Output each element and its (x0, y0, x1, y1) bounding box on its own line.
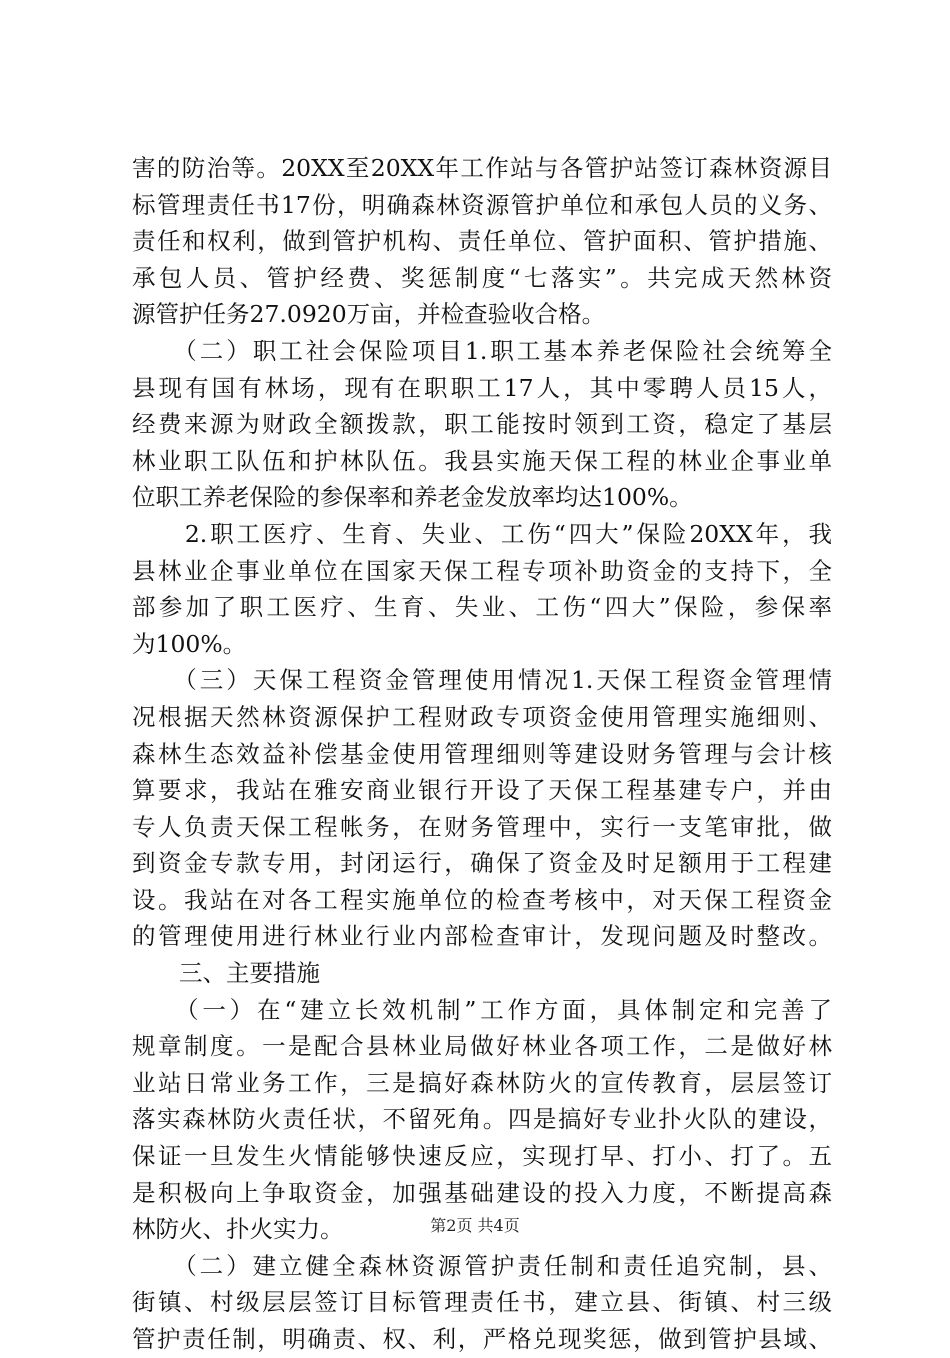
text-line: 责任和权利，做到管护机构、责任单位、管护面积、管护措施、 (132, 227, 832, 256)
text-line: 街镇、村级层层签订目标管理责任书，建立县、街镇、村三级 (132, 1288, 832, 1317)
text-line: 标管理责任书17份，明确森林资源管护单位和承包人员的义务、 (132, 190, 832, 219)
text-line: 的管理使用进行林业行业内部检查审计，发现问题及时整改。 (132, 922, 832, 951)
text-line: 专人负责天保工程帐务，在财务管理中，实行一支笔审批，做 (132, 812, 832, 841)
text-line: 到资金专款专用，封闭运行，确保了资金及时足额用于工程建 (132, 849, 832, 878)
text-line: 林防火、扑火实力。 (132, 1215, 344, 1244)
text-line: 位职工养老保险的参保率和养老金发放率均达100%。 (132, 483, 693, 512)
text-line: （三）天保工程资金管理使用情况1.天保工程资金管理情 (132, 666, 832, 695)
text-line: 规章制度。一是配合县林业局做好林业各项工作，二是做好林 (132, 1032, 832, 1061)
text-line: 况根据天然林资源保护工程财政专项资金使用管理实施细则、 (132, 702, 832, 731)
text-line: 管护责任制，明确责、权、利，严格兑现奖惩，做到管护县域、 (132, 1325, 832, 1353)
text-line: 源管护任务27.0920万亩，并检查验收合格。 (132, 300, 606, 329)
text-line: 部参加了职工医疗、生育、失业、工伤“四大”保险，参保率 (132, 593, 832, 622)
text-line: 经费来源为财政全额拨款，职工能按时领到工资，稳定了基层 (132, 410, 832, 439)
text-line: （二）职工社会保险项目1.职工基本养老保险社会统筹全 (132, 336, 832, 365)
text-line: 县现有国有林场，现有在职职工17人，其中零聘人员15人， (132, 373, 832, 402)
text-line: 落实森林防火责任状，不留死角。四是搞好专业扑火队的建设， (132, 1105, 832, 1134)
text-line: 三、主要措施 (132, 959, 320, 988)
text-line: （一）在“建立长效机制”工作方面，具体制定和完善了 (132, 995, 832, 1024)
text-line: 承包人员、管护经费、奖惩制度“七落实”。共完成天然林资 (132, 263, 832, 292)
text-line: （二）建立健全森林资源管护责任制和责任追究制，县、 (132, 1251, 832, 1280)
text-line: 林业职工队伍和护林队伍。我县实施天保工程的林业企事业单 (132, 446, 832, 475)
text-line: 是积极向上争取资金，加强基础建设的投入力度，不断提高森 (132, 1178, 832, 1207)
text-line: 设。我站在对各工程实施单位的检查考核中，对天保工程资金 (132, 885, 832, 914)
text-line: 县林业企事业单位在国家天保工程专项补助资金的支持下，全 (132, 556, 832, 585)
text-line: 业站日常业务工作，三是搞好森林防火的宣传教育，层层签订 (132, 1068, 832, 1097)
text-line: 森林生态效益补偿基金使用管理细则等建设财务管理与会计核 (132, 739, 832, 768)
text-line: 害的防治等。20XX至20XX年工作站与各管护站签订森林资源目 (132, 154, 832, 182)
text-line: 为100%。 (132, 629, 247, 658)
document-body (132, 150, 832, 1358)
page-footer: 第2页 共4页 (430, 1216, 520, 1235)
text-line: 保证一旦发生火情能够快速反应，实现打早、打小、打了。五 (132, 1142, 832, 1171)
text-line: 算要求，我站在雅安商业银行开设了天保工程基建专户，并由 (132, 776, 832, 805)
text-line: 2.职工医疗、生育、失业、工伤“四大”保险20XX年，我 (132, 519, 832, 548)
